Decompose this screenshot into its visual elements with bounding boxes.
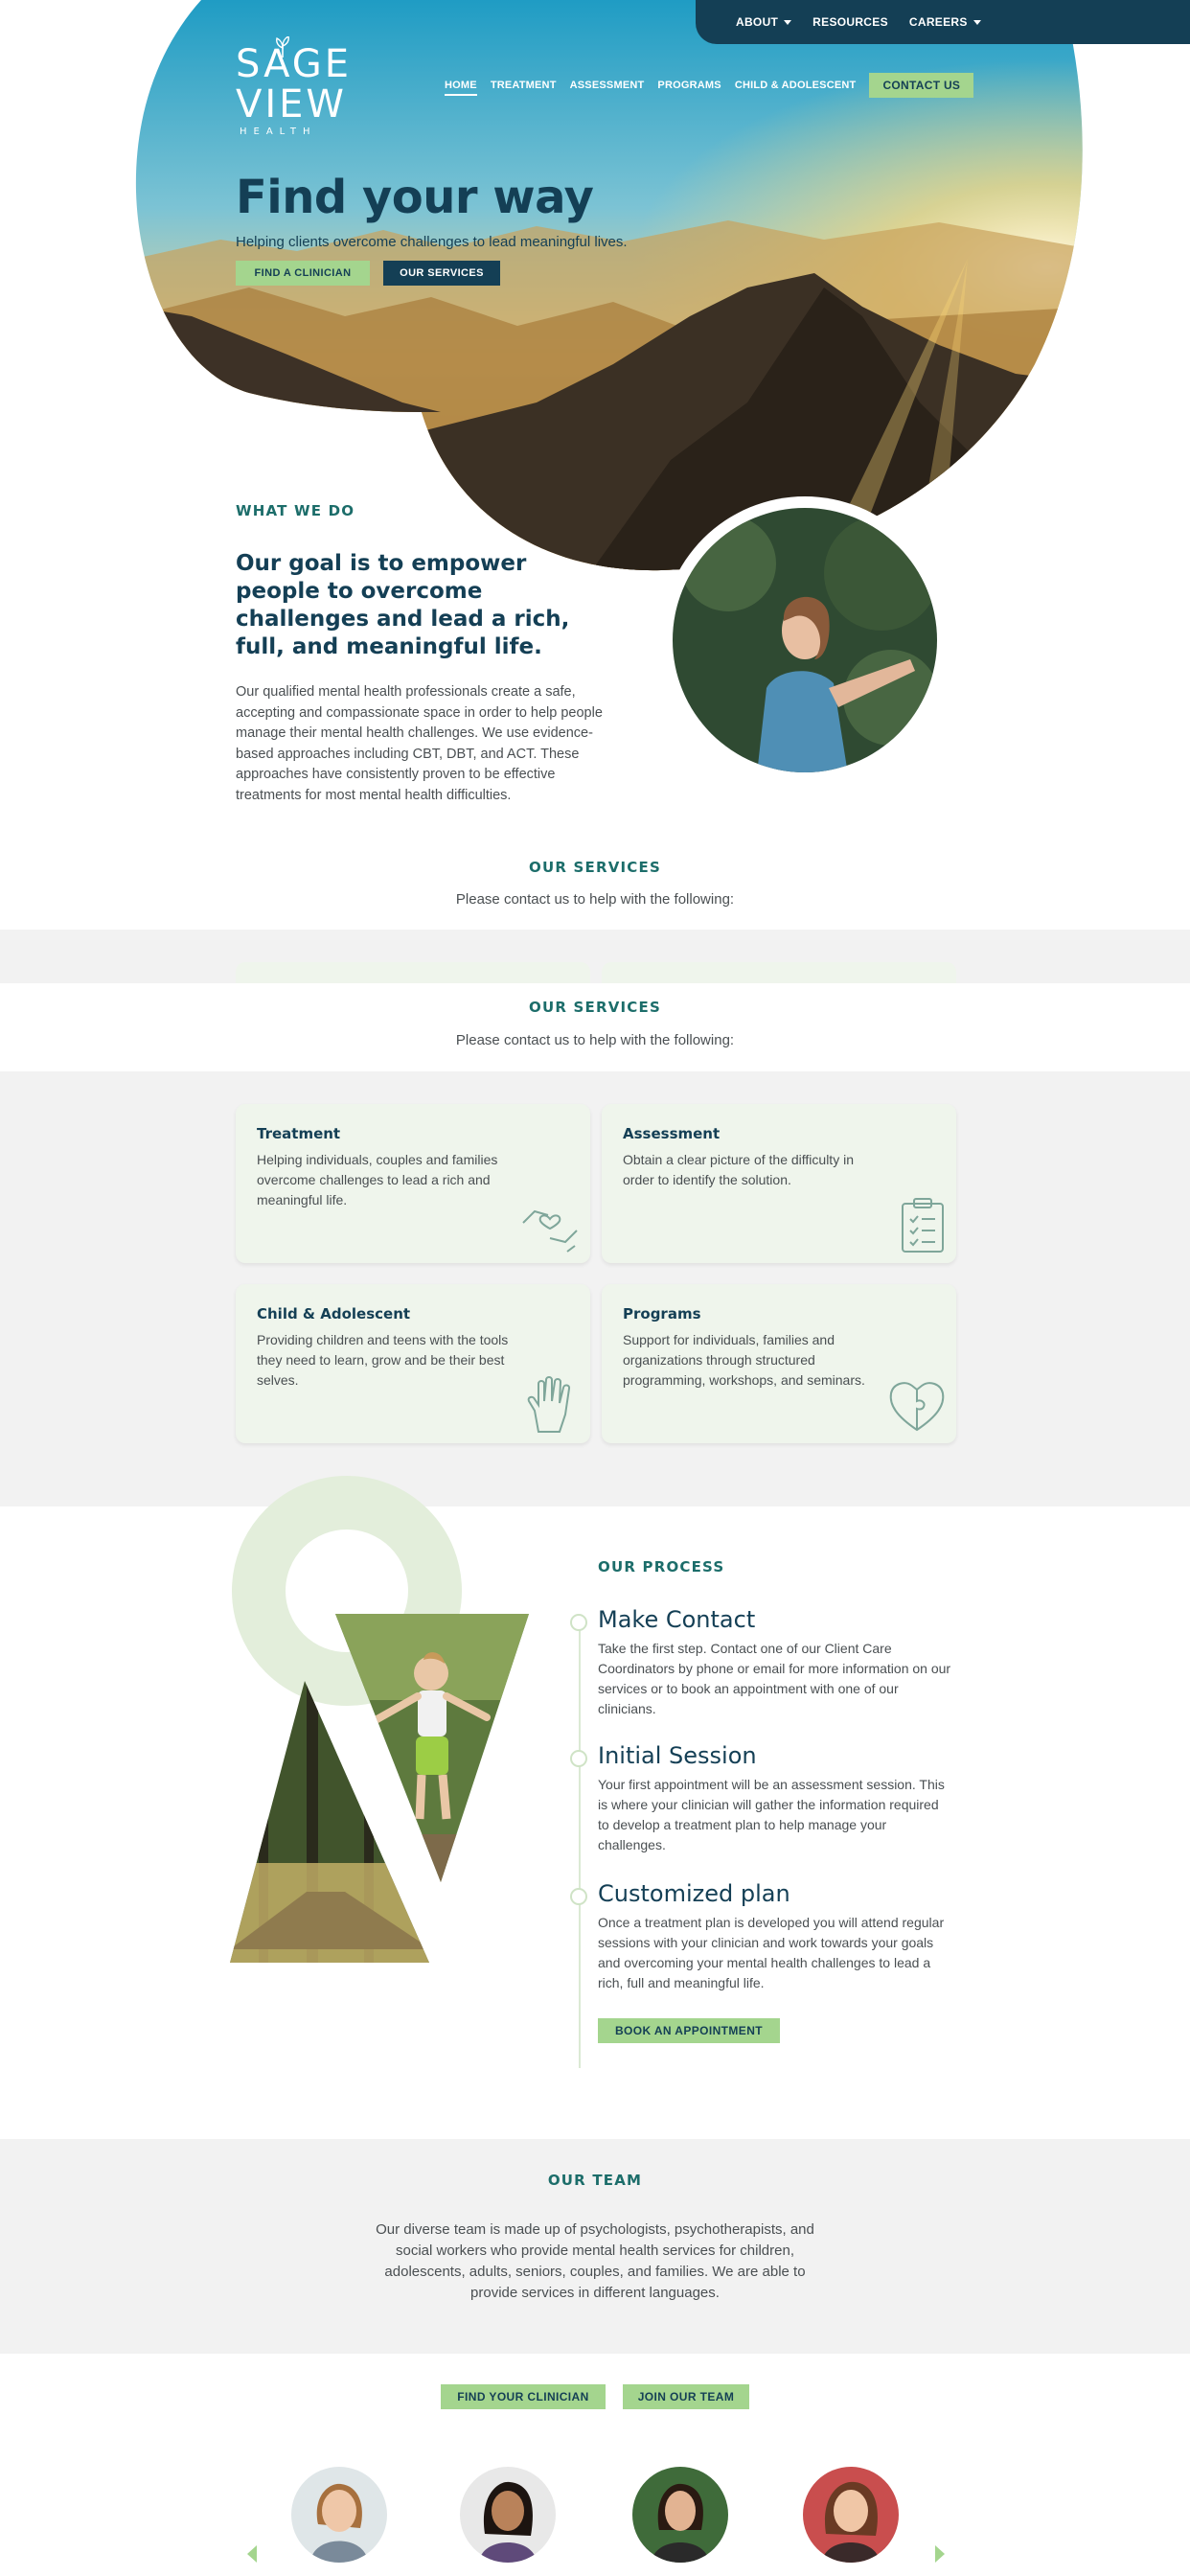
step-title: Customized plan [598,1880,790,1907]
step-title: Make Contact [598,1606,756,1633]
team-eyebrow: OUR TEAM [547,2172,643,2189]
timeline-dot [570,1750,587,1767]
team-body: Our diverse team is made up of psychologists, psychotherapists, and social workers who provide mental health services for children, adolescents, adults, seniors, couples, and families. We are able to provide services in different languages. [376,2221,814,2301]
nav-item-assessment[interactable]: ASSESSMENT [569,80,645,91]
hero-subtitle: Helping clients overcome challenges to lead meaningful lives. [236,234,628,250]
find-clinician-button[interactable]: FIND A CLINICIAN [236,261,370,286]
services-band-preview [0,930,1190,983]
utility-nav [696,0,1190,44]
step-title: Initial Session [598,1742,757,1769]
what-we-do-body: Our qualified mental health professionals create a safe, accepting and compassionate space in order to help people manage their mental health challenges. We use evidence-based approaches including CBT, DBT, and ACT. These approaches have consistently proven to be effective treatments for most mental health difficulties. [236,684,603,803]
main-nav [445,73,973,98]
leaf-sprig-icon [270,36,295,58]
team-member-avatar[interactable] [803,2467,899,2563]
step-description: Take the first step. Contact one of our Client Care Coordinators by phone or email for more information on our services or to book an appointment with one of our clinicians. [598,1641,951,1716]
find-your-clinician-button[interactable]: FIND YOUR CLINICIAN [441,2384,606,2409]
process-step-2 [598,1742,962,1855]
utility-item-resources[interactable] [812,15,888,29]
nav-item-home[interactable]: HOME [445,80,477,91]
utility-item-careers[interactable] [909,15,981,29]
card-description: Support for individuals, families and organizations through structured programming, workshops, and seminars. [623,1332,865,1388]
our-services-button[interactable]: OUR SERVICES [383,261,500,286]
process-imagery [230,1470,537,1968]
utility-item-label: RESOURCES [812,15,888,29]
card-description: Providing children and teens with the tools they need to learn, grow and be their best selves. [257,1332,509,1388]
service-card-child-adolescent[interactable] [236,1284,590,1443]
join-our-team-button[interactable]: JOIN OUR TEAM [623,2384,749,2409]
hero-section [0,0,1190,594]
card-title: Treatment [257,1125,341,1142]
timeline-dot [570,1614,587,1631]
what-we-do-eyebrow: WHAT WE DO [236,502,355,519]
logo-line-1: SAGE [236,42,353,86]
process-step-3 [598,1880,962,1993]
card-preview [236,962,590,983]
services-eyebrow: OUR SERVICES [529,859,661,876]
nav-item-programs[interactable]: PROGRAMS [657,80,721,91]
team-member-avatar[interactable] [632,2467,728,2563]
woman-portrait-image [661,496,949,784]
services-subtitle: Please contact us to help with the following: [455,1032,735,1048]
service-card-programs[interactable] [602,1284,956,1443]
what-we-do-heading: Our goal is to empower people to overcome challenges and lead a rich, full, and meaningful life. [236,551,570,659]
hero-title: Find your way [236,171,594,224]
card-description: Helping individuals, couples and families overcome challenges to lead a rich and meaningful life. [257,1152,498,1208]
step-description: Once a treatment plan is developed you will attend regular sessions with your clinician and work towards your goals and overcoming your mental health challenges to lead a rich, full and meaningful life. [598,1915,945,1990]
heart-puzzle-icon [887,1378,947,1434]
services-eyebrow: OUR SERVICES [529,999,661,1016]
service-card-treatment[interactable] [236,1104,590,1263]
logo-line-2: VIEW [236,82,347,126]
hand-icon [525,1376,581,1434]
utility-item-label: ABOUT [736,15,779,29]
services-section [0,1071,1190,1506]
card-title: Assessment [623,1125,721,1142]
services-subtitle: Please contact us to help with the following: [455,891,735,908]
process-timeline [579,1618,581,2068]
carousel-prev-arrow-icon[interactable] [247,2545,257,2563]
hands-heart-icon [519,1198,581,1254]
logo-line-3: HEALTH [240,126,317,137]
chevron-down-icon [973,20,981,25]
nav-item-treatment[interactable]: TREATMENT [490,80,557,91]
site-logo[interactable] [236,44,352,137]
card-title: Child & Adolescent [257,1305,411,1322]
card-preview [602,962,956,983]
utility-item-about[interactable] [736,15,791,29]
contact-us-button[interactable]: CONTACT US [869,73,973,98]
team-member-avatar[interactable] [291,2467,387,2563]
utility-item-label: CAREERS [908,15,968,29]
step-description: Your first appointment will be an assessment session. This is where your clinician will gather the information required to develop a treatment plan to help manage your challenges. [598,1777,945,1852]
process-eyebrow: OUR PROCESS [598,1558,725,1576]
chevron-down-icon [784,20,791,25]
team-member-avatar[interactable] [460,2467,556,2563]
card-title: Programs [623,1305,701,1322]
service-card-assessment[interactable] [602,1104,956,1263]
process-step-1 [598,1606,962,1719]
carousel-next-arrow-icon[interactable] [935,2545,945,2563]
nav-item-child-adolescent[interactable]: CHILD & ADOLESCENT [734,80,857,91]
book-appointment-button[interactable]: BOOK AN APPOINTMENT [598,2018,780,2043]
timeline-dot [570,1888,587,1905]
card-description: Obtain a clear picture of the difficulty in order to identify the solution. [623,1152,854,1187]
clipboard-icon [899,1196,947,1254]
